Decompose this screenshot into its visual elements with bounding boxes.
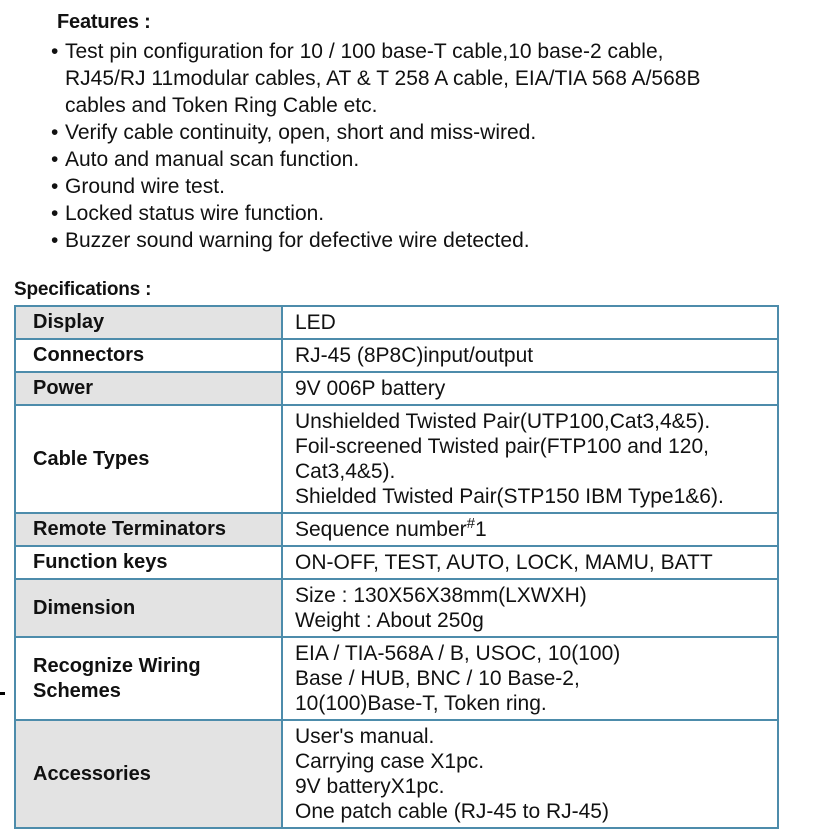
spec-label: Power	[15, 372, 282, 405]
spec-value-line: Foil-screened Twisted pair(FTP100 and 120,	[295, 435, 709, 458]
feature-item	[51, 227, 818, 254]
spec-row	[15, 339, 778, 372]
feature-line: Verify cable continuity, open, short and miss-wired.	[65, 121, 537, 144]
bullet-icon: •	[51, 121, 59, 144]
spec-value	[282, 546, 778, 579]
spec-value-line: Cat3,4&5).	[295, 460, 396, 483]
spec-value	[282, 372, 778, 405]
feature-text	[65, 119, 818, 146]
spec-value-text: Sequence number	[295, 518, 467, 541]
spec-value-line: Size : 130X56X38mm(LXWXH)	[295, 584, 587, 607]
bullet-icon: •	[51, 175, 59, 198]
spec-label: Display	[15, 306, 282, 339]
feature-text	[65, 38, 818, 119]
feature-item	[51, 200, 818, 227]
feature-item	[51, 38, 818, 119]
spec-row	[15, 720, 778, 828]
feature-line: Buzzer sound warning for defective wire detected.	[65, 229, 530, 252]
spec-label: Remote Terminators	[15, 513, 282, 546]
spec-row	[15, 405, 778, 513]
spec-value-line: User's manual.	[295, 725, 435, 748]
spec-value	[282, 405, 778, 513]
spec-value-line: Base / HUB, BNC / 10 Base-2,	[295, 667, 580, 690]
spec-row	[15, 306, 778, 339]
spec-value-line: 10(100)Base-T, Token ring.	[295, 692, 547, 715]
features-heading: Features :	[57, 11, 151, 33]
spec-value-line: RJ-45 (8P8C)input/output	[295, 344, 534, 367]
feature-item	[51, 173, 818, 200]
spec-value-line	[295, 517, 769, 542]
spec-label: Dimension	[15, 579, 282, 637]
spec-label: Connectors	[15, 339, 282, 372]
spec-value-line: 9V 006P battery	[295, 377, 446, 400]
feature-line: Locked status wire function.	[65, 202, 325, 225]
feature-line: cables and Token Ring Cable etc.	[65, 94, 378, 117]
spec-row	[15, 513, 778, 546]
feature-line: Test pin configuration for 10 / 100 base-T cable,10 base-2 cable,	[65, 40, 664, 63]
specifications-heading: Specifications :	[14, 279, 152, 300]
feature-text	[65, 227, 818, 254]
spec-value	[282, 579, 778, 637]
spec-value-line: Shielded Twisted Pair(STP150 IBM Type1&6).	[295, 485, 724, 508]
spec-row	[15, 579, 778, 637]
spec-value-line: Carrying case X1pc.	[295, 750, 485, 773]
bullet-icon: •	[51, 202, 59, 225]
spec-row	[15, 372, 778, 405]
feature-line: Ground wire test.	[65, 175, 225, 198]
spec-value	[282, 720, 778, 828]
superscript-hash: #	[466, 515, 476, 532]
spec-value-text: 1	[475, 518, 487, 541]
spec-row	[15, 546, 778, 579]
feature-text	[65, 146, 818, 173]
spec-value-line: ON-OFF, TEST, AUTO, LOCK, MAMU, BATT	[295, 551, 713, 574]
spec-value	[282, 513, 778, 546]
spec-label: Recognize Wiring Schemes	[15, 637, 282, 720]
specifications-table	[14, 305, 779, 829]
feature-item	[51, 146, 818, 173]
spec-value-line: Weight : About 250g	[295, 609, 484, 632]
spec-row	[15, 637, 778, 720]
spec-value-line: EIA / TIA-568A / B, USOC, 10(100)	[295, 642, 621, 665]
spec-value-line: 9V batteryX1pc.	[295, 775, 445, 798]
spec-label: Function keys	[15, 546, 282, 579]
feature-line: Auto and manual scan function.	[65, 148, 360, 171]
bullet-icon: •	[51, 148, 59, 171]
feature-line: RJ45/RJ 11modular cables, AT & T 258 A cable, EIA/TIA 568 A/568B	[65, 67, 701, 90]
feature-text	[65, 173, 818, 200]
spec-label: Cable Types	[15, 405, 282, 513]
spec-value	[282, 339, 778, 372]
bullet-icon: •	[51, 40, 59, 63]
spec-value	[282, 637, 778, 720]
bullet-icon: •	[51, 229, 59, 252]
spec-value-line: Unshielded Twisted Pair(UTP100,Cat3,4&5).	[295, 410, 711, 433]
feature-item	[51, 119, 818, 146]
spec-label: Accessories	[15, 720, 282, 828]
spec-value	[282, 306, 778, 339]
spec-value-line: One patch cable (RJ-45 to RJ-45)	[295, 800, 609, 823]
feature-text	[65, 200, 818, 227]
spec-value-line: LED	[295, 311, 336, 334]
features-list	[0, 38, 818, 254]
page-edge-mark	[0, 692, 5, 695]
